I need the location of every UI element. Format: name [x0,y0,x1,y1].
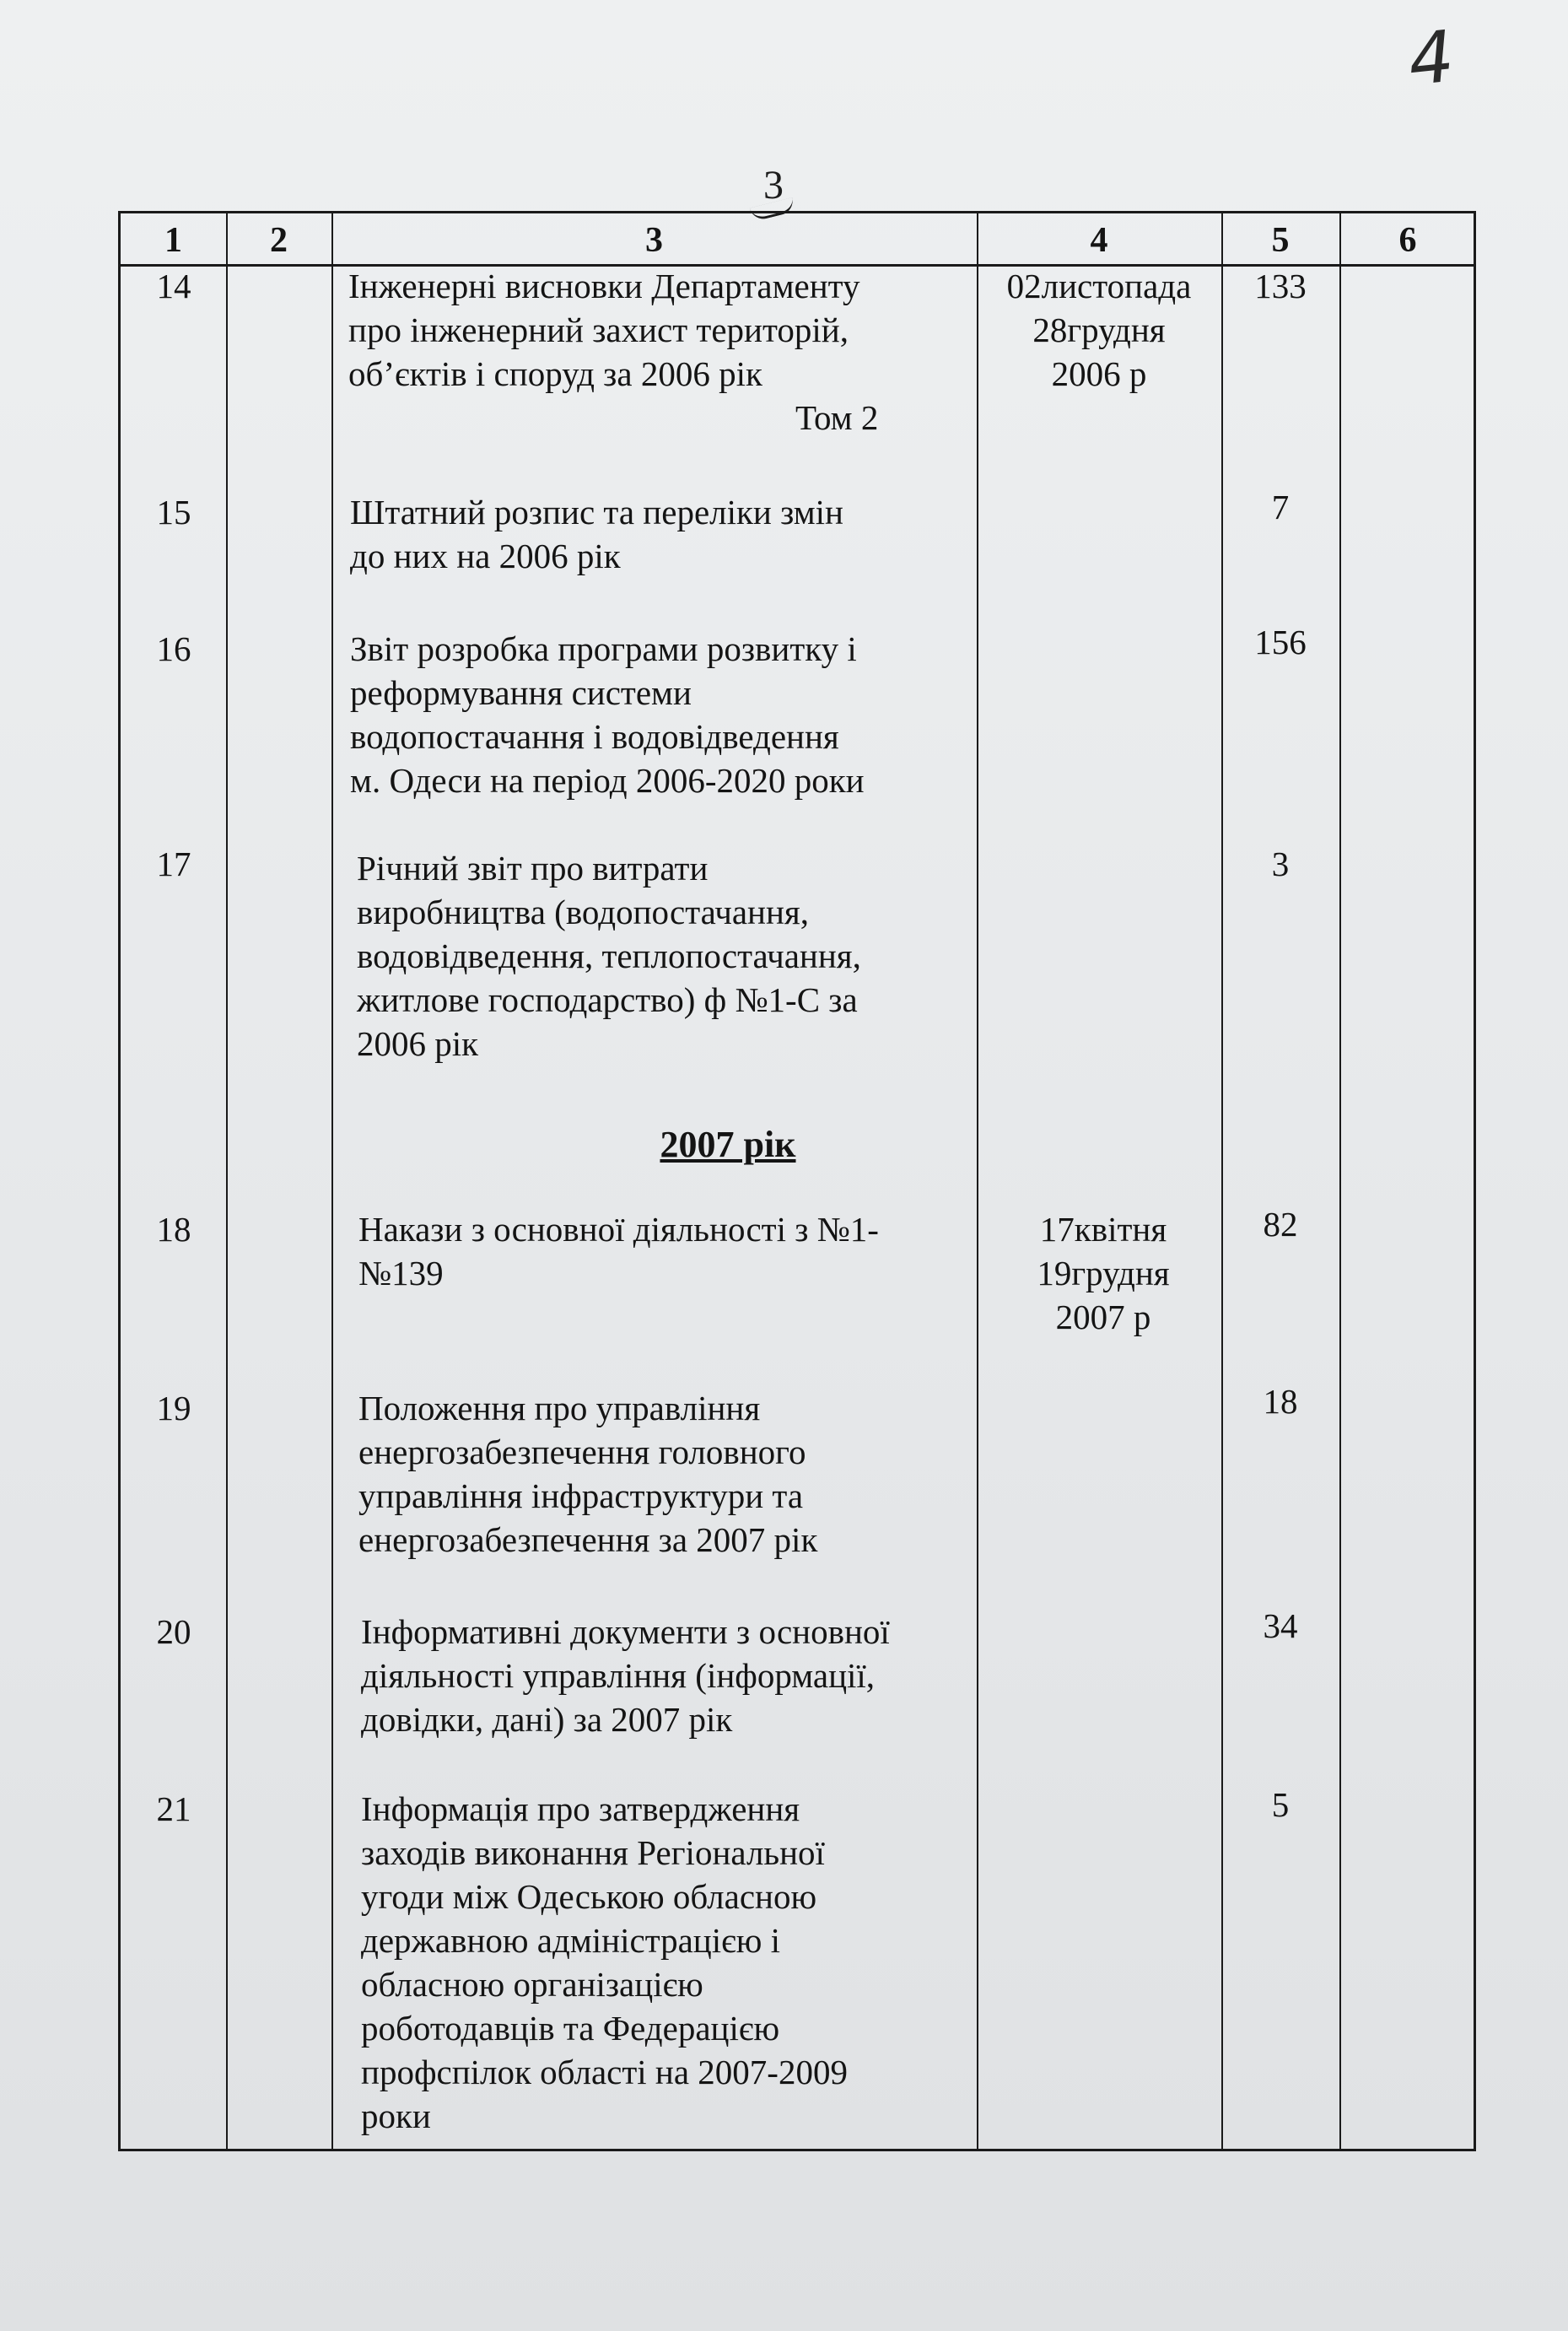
column-header: 2 [270,221,288,260]
sheet-count: 7 [1271,488,1290,526]
row-number: 18 [156,1210,191,1249]
year-section-heading: 2007 рік [660,1124,796,1165]
handwritten-sheet-number: 4 [1404,14,1458,102]
row-number: 17 [156,844,191,883]
record-dates: 02листопада 28грудня 2006 р [1006,267,1192,393]
record-title: Інформативні документи з основної діяльності управління (інформації, довідки, дані) за 2007 рік [361,1612,890,1739]
row-number: 14 [156,267,191,305]
record-title: Накази з основної діяльності з №1- №139 [358,1210,879,1292]
row-number: 21 [156,1789,191,1828]
sheet-count: 3 [1271,844,1290,883]
record-title: Звіт розробка програми розвитку і реформування системи водопостачання і водовідведення м. Одеси на період 2006-2020 роки [350,629,865,800]
column-header: 6 [1398,221,1417,260]
column-header: 5 [1271,221,1290,260]
record-dates: 17квітня 19грудня 2007 р [1037,1210,1170,1336]
column-header: 3 [645,221,663,260]
row-number: 20 [156,1612,191,1651]
record-title: Інформація про затвердження заходів виконання Регіональної угоди між Одеською обласною державною адміністрацією і обласною організацією роботодавців та Федерацією профспілок області на 2007-2009 роки [361,1789,848,2135]
record-title: Річний звіт про витрати виробництва (водопостачання, водовідведення, теплопостачання, житлове господарство) ф №1-С за 2006 рік [357,849,861,1063]
column-divider [977,213,978,2149]
sheet-count: 133 [1254,267,1307,305]
sheet-count: 34 [1263,1606,1298,1645]
sheet-count: 82 [1263,1205,1298,1244]
column-divider [1339,213,1341,2149]
column-header: 4 [1090,221,1108,260]
sheet-count: 156 [1254,623,1307,661]
column-divider [226,213,228,2149]
inventory-table [118,211,1476,2151]
column-header: 1 [164,221,182,260]
record-title: Штатний розпис та переліки змін до них на 2006 рік [350,493,843,575]
record-title: Положення про управління енергозабезпечення головного управління інфраструктури та енергозабезпечення за 2007 рік [358,1389,818,1559]
row-number: 19 [156,1389,191,1427]
page-number: 3 [763,163,784,208]
row-number: 16 [156,629,191,668]
column-divider [331,213,333,2149]
sheet-count: 18 [1263,1382,1298,1421]
row-number: 15 [156,493,191,531]
record-title: Інженерні висновки Департаменту про інженерний захист територій, об’єктів і споруд за 2006 рік [348,267,860,393]
sheet-count: 5 [1271,1785,1290,1824]
volume-label: Том 2 [795,398,879,437]
